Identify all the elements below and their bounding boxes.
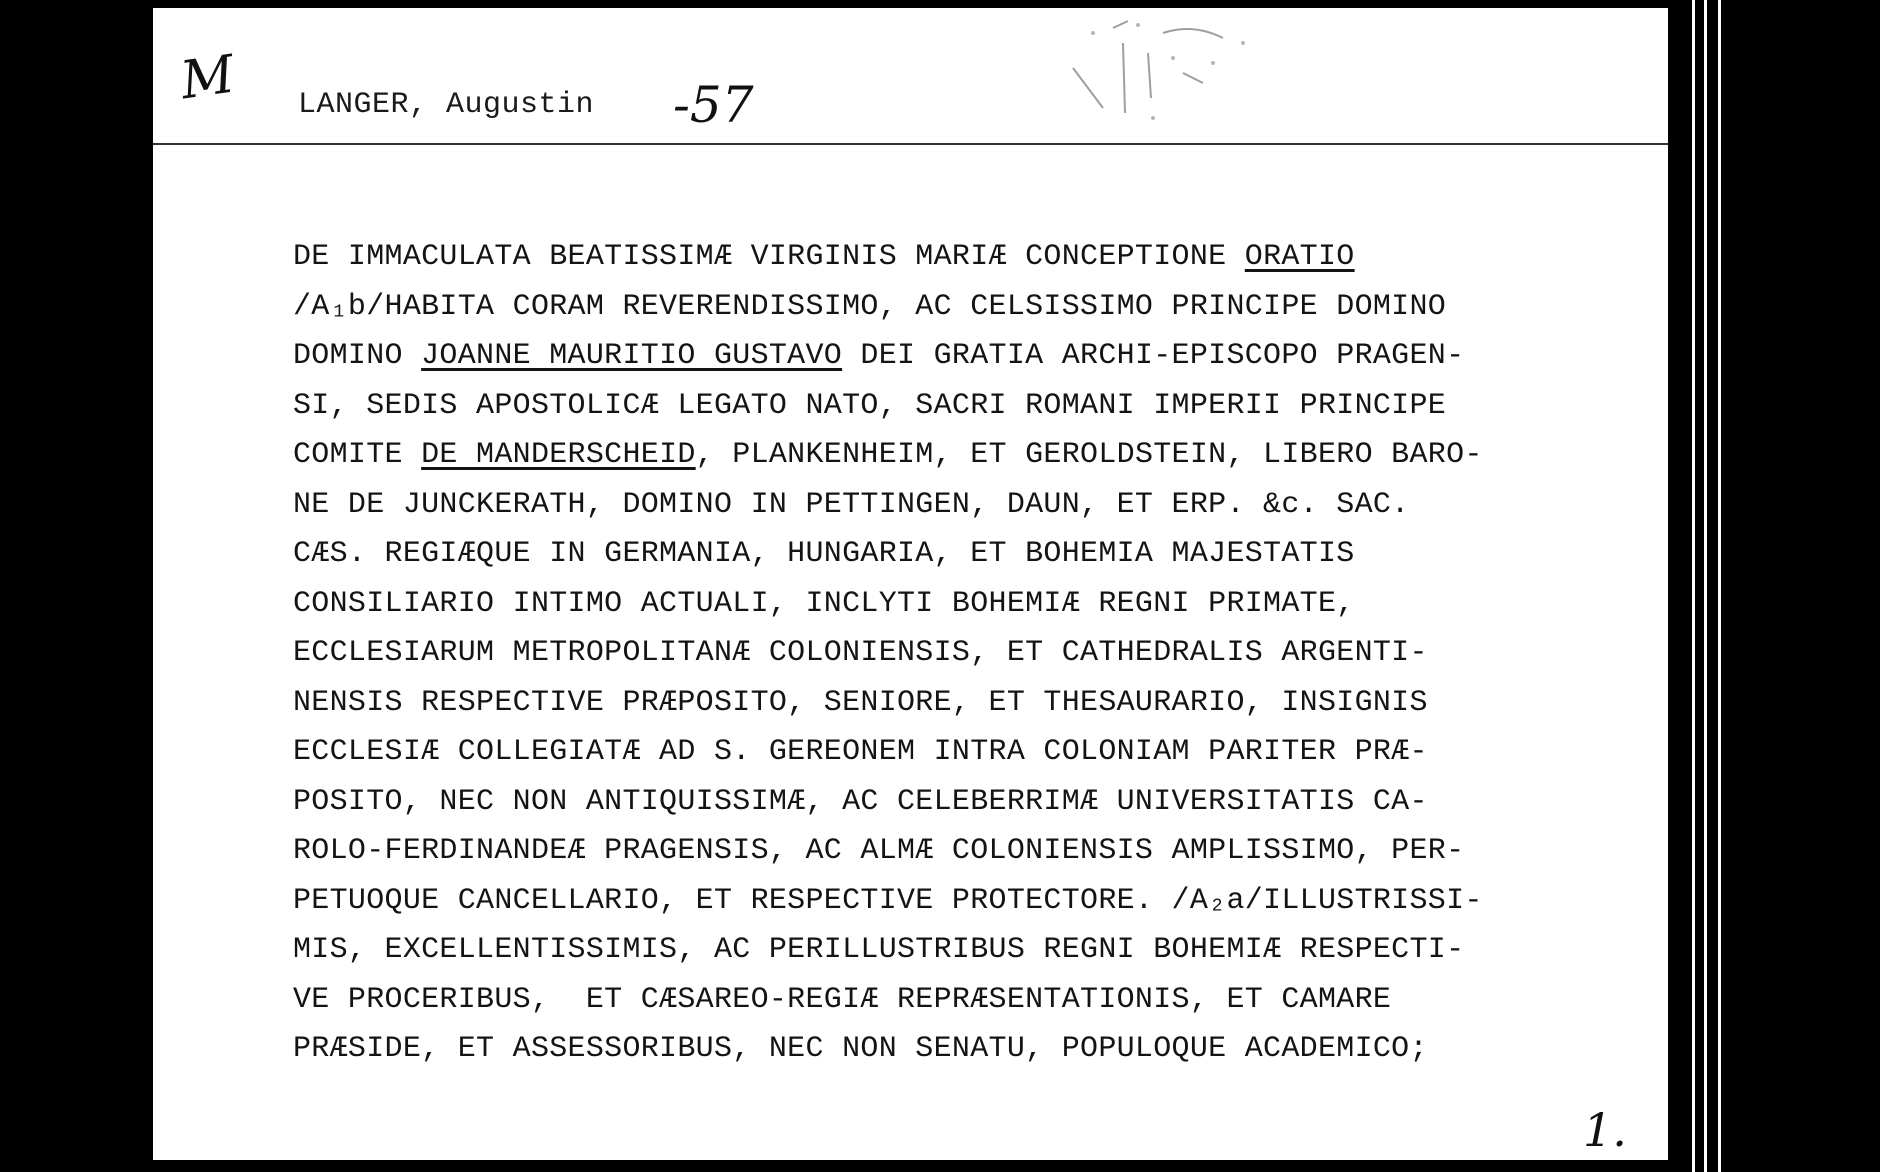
page-number-mark: 1. xyxy=(1583,1103,1627,1157)
text-line xyxy=(293,629,1483,679)
text-segment: ECCLESIÆ COLLEGIATÆ AD S. GEREONEM INTRA COLONIAM PARITER PRÆ- xyxy=(293,735,1428,769)
text-line xyxy=(293,728,1483,778)
text-segment: NE DE JUNCKERATH, DOMINO IN PETTINGEN, DAUN, ET ERP. &c. SAC. xyxy=(293,487,1410,522)
title-transcription xyxy=(293,233,1483,1075)
text-segment: CONSILIARIO INTIMO ACTUALI, INCLYTI BOHEMIÆ REGNI PRIMATE, xyxy=(293,586,1355,621)
underlined-text: DE MANDERSCHEID xyxy=(421,438,696,472)
text-segment: DE IMMACULATA BEATISSIMÆ VIRGINIS MARIÆ CONCEPTIONE xyxy=(293,240,1245,274)
text-line xyxy=(293,530,1483,580)
text-segment: /A₁b/HABITA CORAM REVERENDISSIMO, AC CELSISSIMO PRINCIPE DOMINO xyxy=(293,289,1447,324)
header-handwritten-number: -57 xyxy=(673,76,754,134)
text-line xyxy=(293,580,1483,630)
text-line xyxy=(293,877,1483,927)
text-segment: PETUOQUE CANCELLARIO, ET RESPECTIVE PROTECTORE. /A₂a/ILLUSTRISSI- xyxy=(293,883,1483,918)
text-line xyxy=(293,827,1483,877)
text-line xyxy=(293,926,1483,976)
text-segment: DOMINO xyxy=(293,339,422,373)
text-segment: DEI GRATIA ARCHI-EPISCOPO PRAGEN- xyxy=(842,339,1465,373)
text-line xyxy=(293,679,1483,729)
text-segment: VE PROCERIBUS, ET CÆSAREO-REGIÆ REPRÆSENTATIONIS, ET CAMARE xyxy=(293,982,1392,1017)
text-segment: MIS, EXCELLENTISSIMIS, AC PERILLUSTRIBUS REGNI BOHEMIÆ RESPECTI- xyxy=(293,933,1465,967)
text-segment: SI, SEDIS APOSTOLICÆ LEGATO NATO, SACRI ROMANI IMPERII PRINCIPE xyxy=(293,388,1447,423)
corner-handwritten-mark: M xyxy=(177,44,239,112)
underlined-text: ORATIO xyxy=(1244,240,1355,274)
text-segment: , PLANKENHEIM, ET GEROLDSTEIN, LIBERO BARO- xyxy=(695,438,1483,472)
header-author-name: LANGER, Augustin xyxy=(298,88,595,122)
text-line xyxy=(293,778,1483,828)
text-line xyxy=(293,976,1483,1026)
text-segment: POSITO, NEC NON ANTIQUISSIMÆ, AC CELEBERRIMÆ UNIVERSITATIS CA- xyxy=(293,784,1428,819)
text-line xyxy=(293,1025,1483,1075)
text-segment: NENSIS RESPECTIVE PRÆPOSITO, SENIORE, ET THESAURARIO, INSIGNIS xyxy=(293,685,1428,720)
underlined-text: JOANNE MAURITIO GUSTAVO xyxy=(421,339,843,373)
catalog-card xyxy=(153,8,1668,1160)
text-line xyxy=(293,283,1483,333)
text-segment: COMITE xyxy=(293,438,422,472)
text-segment: PRÆSIDE, ET ASSESSORIBUS, NEC NON SENATU, POPULOQUE ACADEMICO; xyxy=(293,1032,1428,1066)
text-line xyxy=(293,431,1483,481)
header-divider xyxy=(153,143,1668,145)
text-segment: ROLO-FERDINANDEÆ PRAGENSIS, AC ALMÆ COLONIENSIS AMPLISSIMO, PER- xyxy=(293,834,1465,868)
scan-border xyxy=(1668,0,1880,1172)
text-segment: ECCLESIARUM METROPOLITANÆ COLONIENSIS, ET CATHEDRALIS ARGENTI- xyxy=(293,636,1428,670)
text-line xyxy=(293,481,1483,531)
text-line xyxy=(293,233,1483,283)
text-line xyxy=(293,382,1483,432)
faded-stamp xyxy=(1053,13,1283,133)
text-line xyxy=(293,332,1483,382)
text-segment: CÆS. REGIÆQUE IN GERMANIA, HUNGARIA, ET BOHEMIA MAJESTATIS xyxy=(293,537,1355,571)
